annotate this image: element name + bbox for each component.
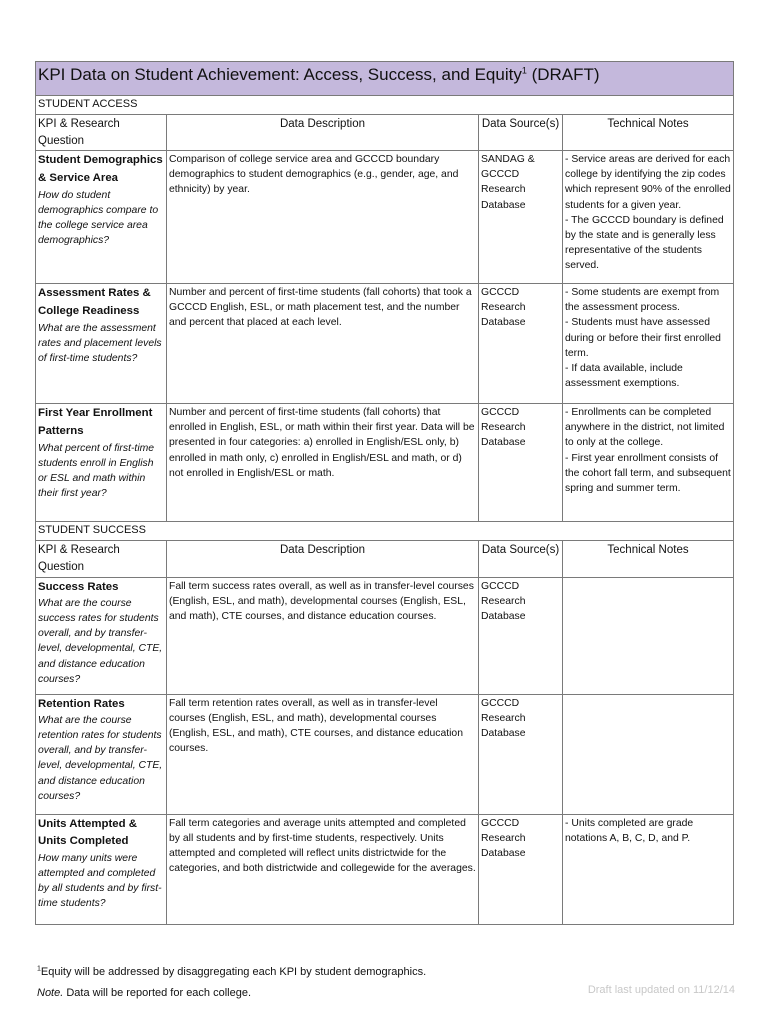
table-row: [36, 694, 734, 814]
kpi-cell: [36, 404, 167, 522]
research-question: How do student demographics compare to the college service area demographics?: [38, 189, 159, 246]
col-header-source: Data Source(s): [479, 541, 563, 577]
notes-cell: - Units completed are grade notations A, B, C, D, and P.: [563, 814, 734, 924]
kpi-name: Retention Rates: [38, 697, 125, 710]
notes-cell: - Service areas are derived for each college by identifying the zip codes which represent 90% of the enrolled students for a given year. - The GCCCD boundary is defined by the state and is generally less representative of the students served.: [563, 151, 734, 284]
equity-footnote: $^1$Equity will be addressed by disaggregating each KPI by student demographics.: [37, 965, 427, 978]
kpi-cell: [36, 151, 167, 284]
section-header-access: STUDENT ACCESS: [36, 96, 734, 115]
source-cell: GCCCD Research Database: [479, 814, 563, 924]
kpi-name: Success Rates: [38, 580, 119, 593]
col-header-kpi: KPI & Research Question: [36, 541, 167, 577]
research-question: What percent of first-time students enroll in English or ESL and math within their first year?: [38, 442, 155, 499]
col-header-description: Data Description: [167, 114, 479, 150]
kpi-cell: [36, 814, 167, 924]
description-cell: Number and percent of first-time students (fall cohorts) that enrolled in English, ESL, or math within their first year. Data will be presented in four categories: a) enrolled in English/ESL only, b) enrolled in math only, c) enrolled in English/ESL and math, or d) not enrolled in English/ESL or math.: [167, 404, 479, 522]
notes-cell: [563, 694, 734, 814]
draft-date-watermark: Draft last updated on 11/12/14: [587, 984, 735, 996]
kpi-table: [35, 61, 734, 925]
notes-cell: [563, 577, 734, 694]
source-cell: GCCCD Research Database: [479, 577, 563, 694]
research-question: How many units were attempted and completed by all students and by first-time students?: [38, 852, 162, 910]
column-header-row: [36, 541, 734, 577]
kpi-name: Assessment Rates & College Readiness: [38, 287, 151, 317]
description-cell: Comparison of college service area and GCCCD boundary demographics to student demographics (e.g., gender, age, and ethnicity) by year.: [167, 151, 479, 284]
table-row: [36, 404, 734, 522]
research-question: What are the course success rates for students overall, and by transfer-level, developmental, CTE, and distance education courses?: [38, 598, 163, 685]
description-cell: Number and percent of first-time students (fall cohorts) that took a GCCCD English, ESL, or math placement test, and the number and percent that placed at each level.: [167, 284, 479, 404]
column-header-row: [36, 114, 734, 150]
description-cell: Fall term retention rates overall, as well as in transfer-level courses (English, ESL, and math), developmental courses (English, ESL, and math), CTE courses, and distance education courses.: [167, 694, 479, 814]
col-header-notes: Technical Notes: [563, 114, 734, 150]
description-cell: Fall term categories and average units attempted and completed by all students and by first-time students, respectively. Units attempted and completed will reflect units districtwide for the categories, and both districtwide and collegewide for the averages.: [167, 814, 479, 924]
table-row: [36, 284, 734, 404]
section-header-success: STUDENT SUCCESS: [36, 522, 734, 541]
note-footnote: Note. Data will be reported for each college.: [37, 986, 252, 999]
title-row: [36, 62, 734, 96]
source-cell: GCCCD Research Database: [479, 404, 563, 522]
kpi-cell: [36, 284, 167, 404]
source-cell: SANDAG & GCCCD Research Database: [479, 151, 563, 284]
research-question: What are the assessment rates and placement levels of first-time students?: [38, 322, 162, 364]
table-row: [36, 577, 734, 694]
kpi-cell: [36, 577, 167, 694]
source-cell: GCCCD Research Database: [479, 694, 563, 814]
kpi-name: First Year Enrollment Patterns: [38, 407, 153, 437]
col-header-kpi: KPI & Research Question: [36, 114, 167, 150]
table-row: [36, 151, 734, 284]
kpi-cell: [36, 694, 167, 814]
col-header-source: Data Source(s): [479, 114, 563, 150]
kpi-name: Units Attempted & Units Completed: [38, 817, 137, 848]
research-question: What are the course retention rates for students overall, and by transfer-level, developmental, CTE, and distance education courses?: [38, 715, 163, 802]
notes-cell: - Enrollments can be completed anywhere in the district, not limited to only at the college. - First year enrollment consists of the cohort fall term, and subsequent spring and summer term.: [563, 404, 734, 522]
col-header-notes: Technical Notes: [563, 541, 734, 577]
kpi-name: Student Demographics & Service Area: [38, 154, 163, 184]
document-title: KPI Data on Student Achievement: Access, Success, and Equity$^1$ (DRAFT): [36, 62, 734, 96]
footnote: [37, 962, 426, 1004]
col-header-description: Data Description: [167, 541, 479, 577]
table-row: [36, 814, 734, 924]
description-cell: Fall term success rates overall, as well as in transfer-level courses (English, ESL, and math), developmental courses (English, ESL, and math), CTE courses, and distance education courses.: [167, 577, 479, 694]
source-cell: GCCCD Research Database: [479, 284, 563, 404]
notes-cell: - Some students are exempt from the assessment process. - Students must have assessed during or before their first enrolled term. - If data available, include assessment exemptions.: [563, 284, 734, 404]
